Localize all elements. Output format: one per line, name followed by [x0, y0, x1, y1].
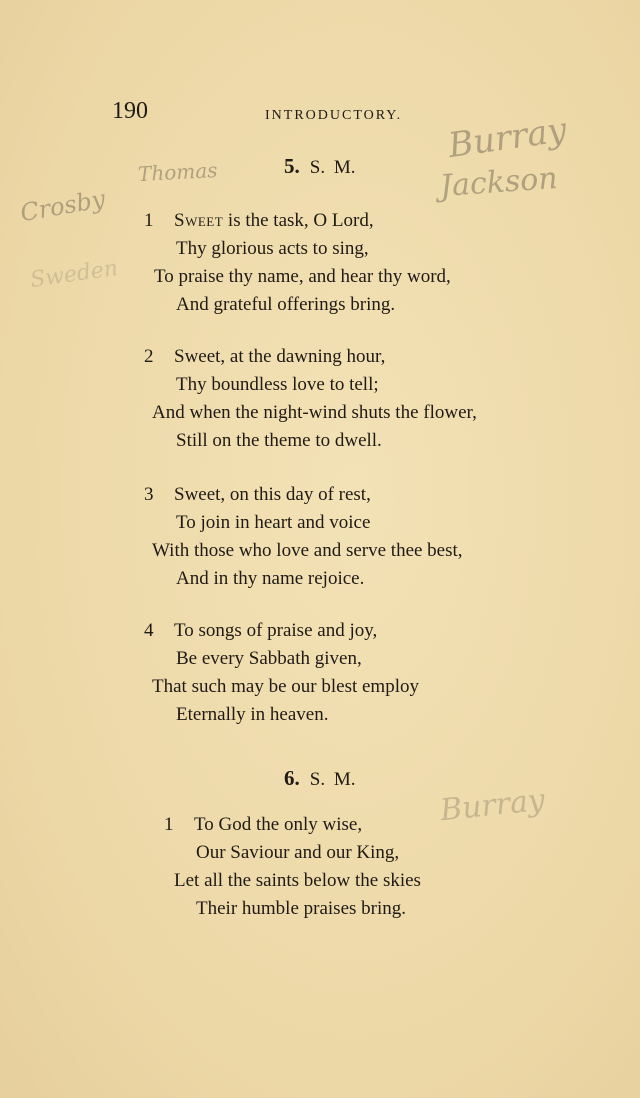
hymn-5-verse-2-line-1 [144, 346, 385, 368]
verse-number: 3 [144, 484, 154, 505]
hymn-5-verse-3-line-1 [144, 484, 371, 506]
verse-line-text: To God the only wise, [194, 814, 363, 835]
hymn-5-verse-1-line-3: To praise thy name, and hear thy word, [154, 266, 451, 287]
verse-number: 1 [144, 210, 154, 231]
hymn-5-verse-3-line-2: To join in heart and voice [176, 512, 371, 533]
verse-number: 2 [144, 346, 154, 367]
hymn-6-verse-1-line-1 [164, 814, 362, 836]
hymn-6-verse-1-line-2: Our Saviour and our King, [196, 842, 400, 863]
handwritten-note-thomas: Thomas [137, 157, 218, 187]
hymn-5-verse-2-line-4: Still on the theme to dwell. [176, 430, 382, 451]
hymn-5-verse-4-line-4: Eternally in heaven. [176, 704, 329, 725]
hymn-5-verse-4-line-1 [144, 620, 377, 642]
hymn-6-heading [284, 766, 355, 791]
verse-number: 4 [144, 620, 154, 641]
handwritten-note-sweden: Sweden [28, 255, 120, 294]
hymn-number: 6. [284, 766, 300, 790]
hymn-5-verse-3-line-3: With those who love and serve thee best, [152, 540, 463, 561]
verse-line-text: Sweet, on this day of rest, [174, 484, 371, 505]
handwritten-note-burray-bottom: Burray [438, 782, 547, 829]
hymn-6-verse-1-line-3: Let all the saints below the skies [174, 870, 421, 891]
hymn-5-verse-2-line-2: Thy boundless love to tell; [176, 374, 379, 395]
hymn-number: 5. [284, 154, 300, 178]
verse-number: 1 [164, 814, 174, 835]
hymn-5-verse-2-line-3: And when the night-wind shuts the flower, [152, 402, 477, 423]
verse-line-text: Sweet, at the dawning hour, [174, 346, 386, 367]
hymn-5-verse-3-line-4: And in thy name rejoice. [176, 568, 365, 589]
verse-line-text: To songs of praise and joy, [174, 620, 378, 641]
verse-initial-word: Sweet [174, 210, 224, 231]
handwritten-note-jackson: Jackson [438, 160, 559, 205]
hymn-5-verse-4-line-2: Be every Sabbath given, [176, 648, 362, 669]
hymn-5-verse-1-line-2: Thy glorious acts to sing, [176, 238, 369, 259]
hymn-5-verse-1-line-4: And grateful offerings bring. [176, 294, 396, 315]
page-number: 190 [112, 98, 148, 124]
hymn-5-heading [284, 154, 355, 179]
hymn-meter: S. M. [309, 157, 356, 178]
handwritten-note-crosby: Crosby [18, 184, 108, 228]
running-title: INTRODUCTORY. [265, 108, 403, 123]
handwritten-note-burray-top: Burray [445, 109, 570, 167]
hymn-5-verse-1-line-1 [144, 210, 374, 232]
verse-line-text: is the task, O Lord, [223, 210, 374, 231]
hymn-meter: S. M. [309, 769, 356, 790]
hymn-6-verse-1-line-4: Their humble praises bring. [196, 898, 407, 919]
hymn-5-verse-4-line-3: That such may be our blest employ [152, 676, 419, 697]
